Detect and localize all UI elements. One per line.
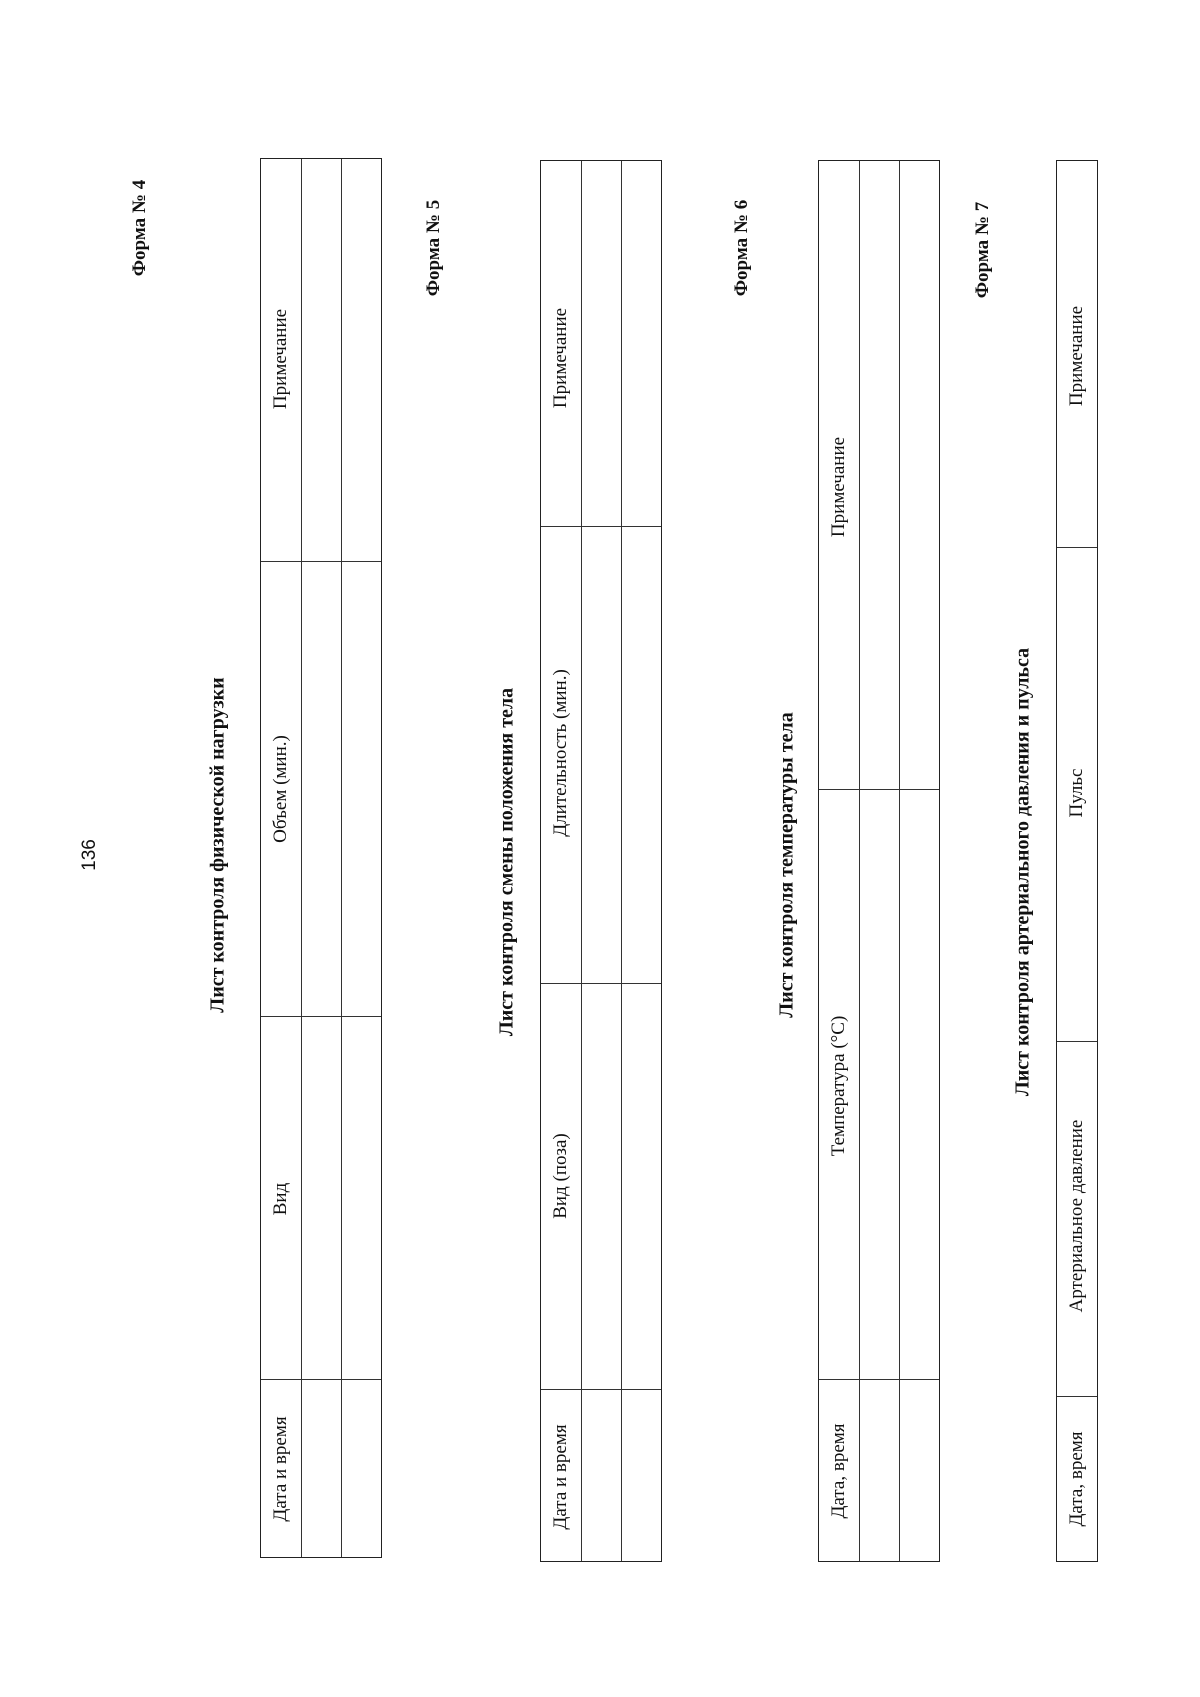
row-divider [581, 161, 582, 1561]
column-header-note: Примечание [550, 307, 571, 409]
form-4-table [260, 158, 382, 1558]
column-header-note: Примечание [828, 436, 849, 538]
column-header-temperature: Температура (°С) [828, 1015, 849, 1157]
column-header-date: Дата, время [1066, 1431, 1087, 1527]
column-header-date: Дата, время [828, 1423, 849, 1519]
column-header-pulse: Пульс [1066, 768, 1087, 818]
column-divider [261, 561, 381, 562]
column-divider [541, 1389, 661, 1390]
row-divider [859, 161, 860, 1561]
column-divider [819, 1379, 939, 1380]
row-divider [301, 159, 302, 1557]
column-header-date: Дата и время [270, 1416, 291, 1522]
column-divider [1057, 1396, 1097, 1397]
column-divider [1057, 547, 1097, 548]
row-divider [621, 161, 622, 1561]
column-header-note: Примечание [1066, 305, 1087, 407]
column-header-volume: Объем (мин.) [270, 735, 291, 843]
column-divider [261, 1016, 381, 1017]
form-7-label: Форма № 7 [972, 201, 993, 299]
form-4-title: Лист контроля физической нагрузки [206, 677, 229, 1013]
column-header-blood-pressure: Артериальное давление [1066, 1119, 1087, 1313]
column-header-date: Дата и время [550, 1424, 571, 1530]
column-header-pose: Вид (поза) [550, 1133, 571, 1219]
column-header-type: Вид [270, 1182, 291, 1216]
column-header-duration: Длительность (мин.) [550, 669, 571, 837]
row-divider [341, 159, 342, 1557]
column-header-note: Примечание [270, 308, 291, 410]
column-divider [541, 983, 661, 984]
form-6-title: Лист контроля температуры тела [775, 712, 798, 1018]
form-5-title: Лист контроля смены положения тела [495, 687, 518, 1037]
form-5-label: Форма № 5 [423, 199, 444, 297]
form-4-label: Форма № 4 [129, 179, 150, 277]
form-6-table [818, 160, 940, 1562]
page-number: 136 [79, 839, 100, 871]
column-divider [261, 1379, 381, 1380]
row-divider [899, 161, 900, 1561]
column-divider [1057, 1041, 1097, 1042]
column-divider [819, 789, 939, 790]
column-divider [541, 526, 661, 527]
form-7-table [1056, 160, 1098, 1562]
form-6-label: Форма № 6 [731, 199, 752, 297]
form-5-table [540, 160, 662, 1562]
form-7-title: Лист контроля артериального давления и пульса [1011, 647, 1034, 1097]
